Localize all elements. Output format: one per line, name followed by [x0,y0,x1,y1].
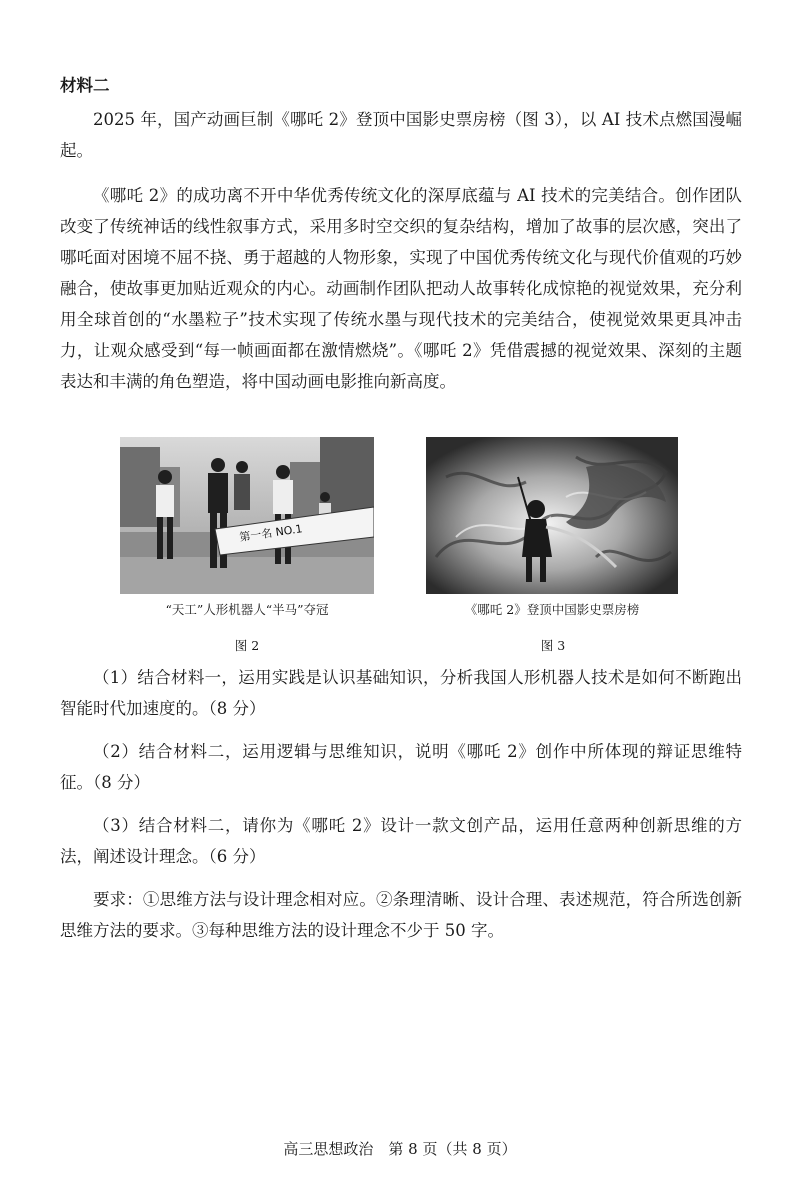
question-2: （2）结合材料二，运用逻辑与思维知识，说明《哪吒 2》创作中所体现的辩证思维特征。（8 分） [60,742,742,792]
answer-requirements: 要求：①思维方法与设计理念相对应。②条理清晰、设计合理、表述规范，符合所选创新思维方法的要求。③每种思维方法的设计理念不少于 50 字。 [60,890,742,940]
paragraph-intro: 2025 年，国产动画巨制《哪吒 2》登顶中国影史票房榜（图 3），以 AI 技术点燃国漫崛起。 [60,110,742,160]
figure-robot-marathon-photo [120,437,374,594]
nezha-ink-illustration [426,437,678,594]
finish-banner-text: 第一名 NO.1 [238,522,304,544]
figure-2-label: 图 2 [234,638,260,653]
page-footer: 高三思想政治 第 8 页（共 8 页） [283,1140,517,1158]
section-title: 材料二 [60,76,110,95]
question-3: （3）结合材料二，请你为《哪吒 2》设计一款文创产品，运用任意两种创新思维的方法，阐述设计理念。（6 分） [60,816,742,866]
question-1: （1）结合材料一，运用实践是认识基础知识，分析我国人形机器人技术是如何不断跑出智能时代加速度的。（8 分） [60,668,742,718]
robot-marathon-illustration [120,437,374,594]
paragraph-body: 《哪吒 2》的成功离不开中华优秀传统文化的深厚底蕴与 AI 技术的完美结合。创作团队改变了传统神话的线性叙事方式，采用多时空交织的复杂结构，增加了故事的层次感，突出了哪吒面对困境不屈不挠、勇于超越的人物形象，实现了中国优秀传统文化与现代价值观的巧妙融合，使故事更加贴近观众的内心。动画制作团队把动人故事转化成惊艳的视觉效果，充分利用全球首创的“水墨粒子”技术实现了传统水墨与现代技术的完美结合，使视觉效果更具冲击力，让观众感受到“每一帧画面都在激情燃烧”。《哪吒 2》凭借震撼的视觉效果、深刻的主题表达和丰满的角色塑造，将中国动画电影推向新高度。 [60,186,742,391]
figure-2-caption: “天工”人形机器人“半马”夺冠 [165,602,329,617]
figure-nezha-poster [426,437,678,594]
figure-3-label: 图 3 [540,638,566,653]
figure-3-caption: 《哪吒 2》登顶中国影史票房榜 [464,602,640,617]
